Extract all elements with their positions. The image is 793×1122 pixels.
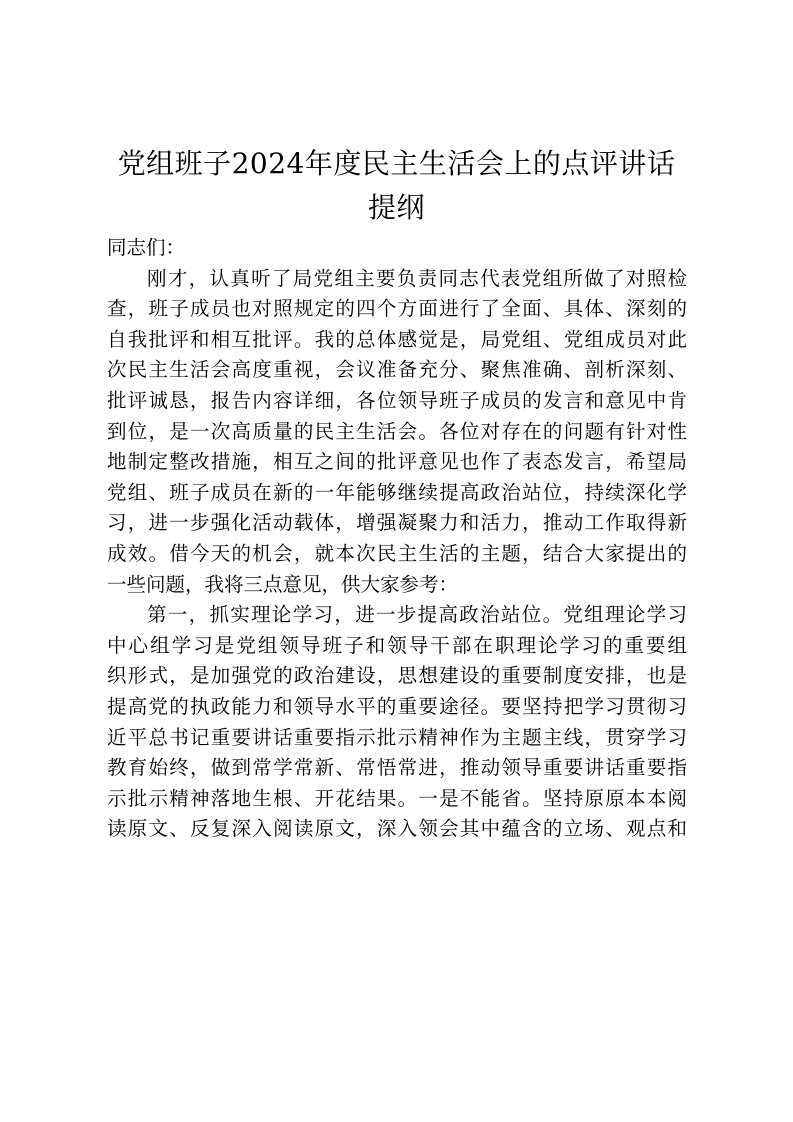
paragraph-line: 一些问题，我将三点意见，供大家参考： (107, 572, 459, 596)
paragraph-line: 地制定整改措施，相互之间的批评意见也作了表态发言，希望局 (107, 450, 687, 474)
paragraph-line: 党组、班子成员在新的一年能够继续提高政治站位，持续深化学 (107, 480, 687, 504)
document-title (100, 142, 693, 230)
paragraph-line: 织形式，是加强党的政治建设，思想建设的重要制度安排，也是 (107, 664, 687, 688)
paragraph-line: 批评诚恳，报告内容详细，各位领导班子成员的发言和意见中肯 (107, 388, 687, 412)
paragraph-line: 到位，是一次高质量的民主生活会。各位对存在的问题有针对性 (107, 419, 687, 443)
title-line-2: 提纲 (367, 191, 425, 224)
paragraph-line: 查，班子成员也对照规定的四个方面进行了全面、具体、深刻的 (107, 297, 687, 321)
paragraph-line: 次民主生活会高度重视，会议准备充分、聚焦准确、剖析深刻、 (107, 358, 687, 382)
paragraph-line: 近平总书记重要讲话重要指示批示精神作为主题主线，贯穿学习 (107, 725, 687, 749)
paragraph-line: 提高党的执政能力和领导水平的重要途径。要坚持把学习贯彻习 (107, 694, 687, 718)
paragraph-line: 教育始终，做到常学常新、常悟常进，推动领导重要讲话重要指 (107, 756, 687, 780)
paragraph-line: 读原文、反复深入阅读原文，深入领会其中蕴含的立场、观点和 (107, 817, 687, 841)
paragraph-line: 成效。借今天的机会，就本次民主生活的主题，结合大家提出的 (107, 541, 687, 565)
paragraph-line: 刚才，认真听了局党组主要负责同志代表党组所做了对照检 (147, 266, 687, 290)
salutation: 同志们： (107, 236, 186, 259)
paragraph-line: 自我批评和相互批评。我的总体感觉是，局党组、党组成员对此 (107, 327, 687, 351)
paragraph-line: 示批示精神落地生根、开花结果。一是不能省。坚持原原本本阅 (107, 786, 687, 810)
title-line-1: 党组班子2024年度民主生活会上的点评讲话 (117, 147, 676, 180)
paragraph-1 (107, 264, 687, 601)
paragraph-line: 第一，抓实理论学习，进一步提高政治站位。党组理论学习 (147, 603, 687, 627)
paragraph-line: 习，进一步强化活动载体，增强凝聚力和活力，推动工作取得新 (107, 511, 687, 535)
paragraph-line: 中心组学习是党组领导班子和领导干部在职理论学习的重要组 (107, 633, 687, 657)
document-body (107, 233, 687, 845)
paragraph-2 (107, 600, 687, 845)
